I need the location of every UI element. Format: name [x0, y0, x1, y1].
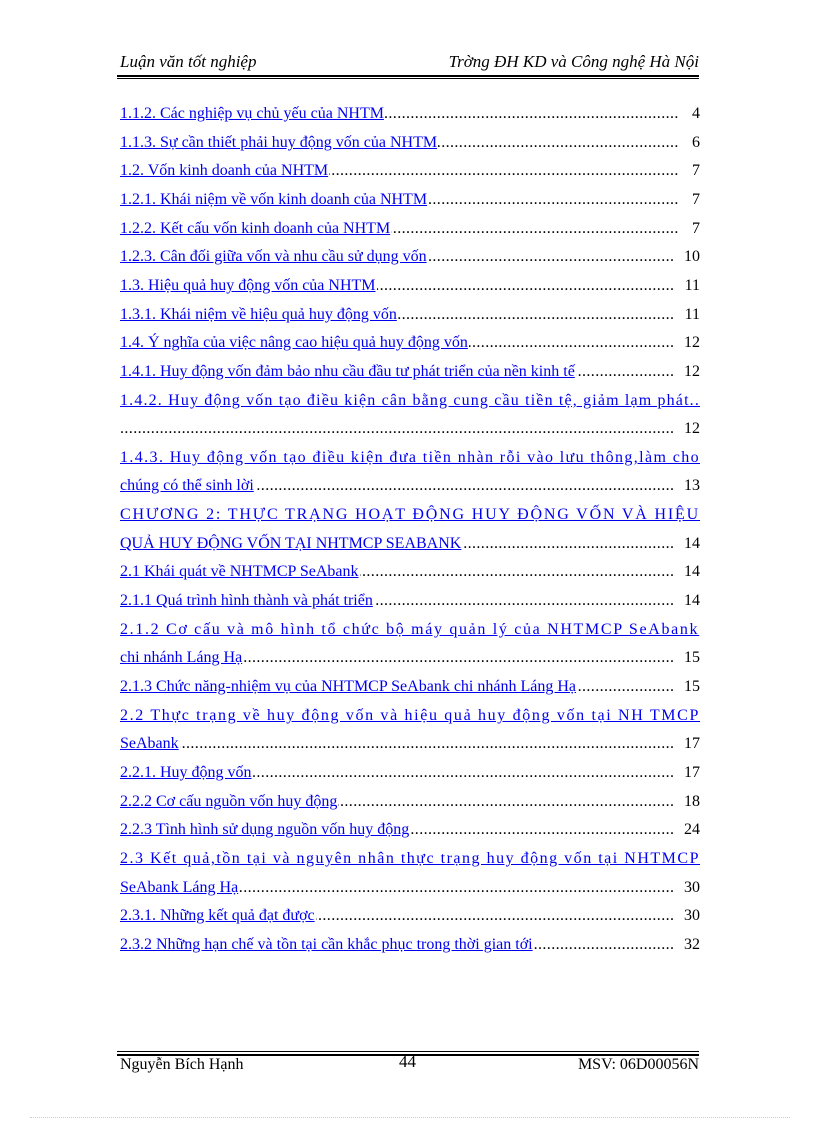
- toc-entry-leader: [120, 589, 674, 613]
- toc-entry[interactable]: [120, 876, 700, 900]
- toc-entry-link[interactable]: 2.3.2 Những hạn chế và tồn tại cần khắc phục trong thời gian tới: [120, 936, 533, 953]
- toc-entry-leader: [120, 217, 678, 241]
- toc-entry-leader: [120, 303, 674, 327]
- toc-entry[interactable]: [120, 159, 700, 183]
- toc-entry-link[interactable]: 1.2.3. Cân đối giữa vốn và nhu cầu sử dụng vốn: [120, 248, 427, 265]
- toc-entry[interactable]: [120, 646, 700, 670]
- toc-entry[interactable]: [120, 618, 700, 642]
- toc-page-number[interactable]: 4: [691, 102, 700, 126]
- toc-entry-link[interactable]: SeAbank Láng Hạ: [120, 879, 239, 896]
- toc-entry[interactable]: [120, 188, 700, 212]
- toc-entry-link[interactable]: 2.3.1. Những kết quả đạt được: [120, 907, 315, 924]
- toc-entry-link[interactable]: QUẢ HUY ĐỘNG VỐN TẠI NHTMCP SEABANK: [120, 535, 462, 552]
- toc-entry[interactable]: [120, 532, 700, 556]
- toc-entry[interactable]: [120, 417, 700, 441]
- toc-entry-link[interactable]: chi nhánh Láng Hạ: [120, 649, 243, 666]
- toc-entry-link[interactable]: chúng có thể sinh lời: [120, 477, 254, 494]
- toc-page-number[interactable]: 17: [683, 761, 700, 785]
- toc-entry[interactable]: [120, 274, 700, 298]
- toc-entry[interactable]: [120, 589, 700, 613]
- toc-entry-leader: [120, 818, 674, 842]
- toc-entry[interactable]: [120, 904, 700, 928]
- toc-entry[interactable]: [120, 761, 700, 785]
- footer-author: Nguyễn Bích Hạnh: [120, 1056, 244, 1073]
- toc-entry[interactable]: [120, 560, 700, 584]
- page-footer: [117, 1052, 699, 1080]
- toc-entry-leader: [120, 474, 674, 498]
- toc-page-number[interactable]: 12: [683, 360, 700, 384]
- toc-entry[interactable]: [120, 503, 700, 527]
- toc-page-number[interactable]: 6: [691, 131, 700, 155]
- toc-entry[interactable]: [120, 245, 700, 269]
- toc-entry-leader: [120, 675, 674, 699]
- toc-entry[interactable]: [120, 102, 700, 126]
- toc-entry-link[interactable]: 1.4.2. Huy động vốn tạo điều kiện cân bằng cung cầu tiền tệ, giảm lạm phát..: [120, 392, 700, 409]
- toc-entry-link[interactable]: 2.1.1 Quá trình hình thành và phát triển: [120, 592, 373, 609]
- toc-entry[interactable]: [120, 732, 700, 756]
- page-header: [117, 50, 699, 74]
- page-edge: [30, 1117, 790, 1118]
- toc-entry-link[interactable]: 2.2 Thực trạng về huy động vốn và hiệu quả huy động vốn tại NH TMCP: [120, 707, 700, 724]
- toc-entry-link[interactable]: 1.1.3. Sự cần thiết phải huy động vốn của NHTM: [120, 134, 438, 151]
- toc-entry-leader: [120, 732, 674, 756]
- footer-page-number: 44: [399, 1052, 416, 1071]
- toc-page-number[interactable]: 11: [684, 274, 700, 298]
- toc-page-number[interactable]: 14: [683, 532, 700, 556]
- toc-page-number[interactable]: 10: [683, 245, 700, 269]
- toc-page-number[interactable]: 15: [683, 646, 700, 670]
- toc-page-number[interactable]: 18: [683, 790, 700, 814]
- toc-page-number[interactable]: 14: [683, 560, 700, 584]
- toc-entry-link[interactable]: 2.1.3 Chức năng-nhiệm vụ của NHTMCP SeAbank chi nhánh Láng Hạ: [120, 678, 576, 695]
- toc-entry-indent: [120, 420, 187, 437]
- toc-entry[interactable]: [120, 675, 700, 699]
- toc-entry-leader: [120, 560, 674, 584]
- toc-page-number[interactable]: 32: [683, 933, 700, 957]
- toc-entry-link[interactable]: 1.2.1. Khái niệm về vốn kinh doanh của NHTM: [120, 191, 428, 208]
- toc-page-number[interactable]: 30: [683, 876, 700, 900]
- toc-page-number[interactable]: 30: [683, 904, 700, 928]
- toc-page-number[interactable]: 13: [683, 474, 700, 498]
- toc-entry[interactable]: [120, 474, 700, 498]
- toc-entry-leader: [120, 274, 674, 298]
- toc-entry-leader: [120, 159, 678, 183]
- toc-entry-leader: [120, 245, 674, 269]
- toc-entry[interactable]: [120, 217, 700, 241]
- toc-page-number[interactable]: 12: [683, 331, 700, 355]
- toc-entry-link[interactable]: 1.4.1. Huy động vốn đảm bảo nhu cầu đầu tư phát triển của nền kinh tế: [120, 363, 575, 380]
- toc-entry-link[interactable]: 2.3 Kết quả,tồn tại và nguyên nhân thực trạng huy động vốn tại NHTMCP: [120, 850, 700, 867]
- toc-page-number[interactable]: 12: [683, 417, 700, 441]
- toc-page-number[interactable]: 11: [684, 303, 700, 327]
- toc-entry-link[interactable]: 2.2.3 Tình hình sử dụng nguồn vốn huy động: [120, 821, 410, 838]
- toc-entry-link[interactable]: 2.1 Khái quát về NHTMCP SeAbank: [120, 563, 359, 580]
- toc-entry-link[interactable]: 1.4.3. Huy động vốn tạo điều kiện đưa tiền nhàn rỗi vào lưu thông,làm cho: [120, 449, 700, 466]
- toc-page-number[interactable]: 7: [691, 159, 700, 183]
- header-divider: [117, 75, 699, 77]
- toc-page-number[interactable]: 7: [691, 217, 700, 241]
- toc-entry[interactable]: [120, 389, 700, 413]
- toc-page-number[interactable]: 17: [683, 732, 700, 756]
- toc-entry-link[interactable]: 1.3.1. Khái niệm về hiệu quả huy động vốn: [120, 306, 397, 323]
- toc-page-number[interactable]: 24: [683, 818, 700, 842]
- toc-entry-link[interactable]: 2.2.1. Huy động vốn: [120, 764, 252, 781]
- toc-entry[interactable]: [120, 360, 700, 384]
- toc-page-number[interactable]: 7: [691, 188, 700, 212]
- toc-entry-leader: [120, 532, 674, 556]
- toc-entry-leader: [120, 646, 674, 670]
- header-thesis-label: Luận văn tốt nghiệp: [120, 52, 257, 71]
- toc-entry[interactable]: [120, 446, 700, 470]
- toc-entry-link[interactable]: 1.1.2. Các nghiệp vụ chủ yếu của NHTM: [120, 105, 384, 122]
- toc-entry-link[interactable]: 1.3. Hiệu quả huy động vốn của NHTM: [120, 277, 376, 294]
- toc-entry-leader: [120, 790, 674, 814]
- toc-entry[interactable]: [120, 818, 700, 842]
- toc-entry-leader: [120, 933, 674, 957]
- toc-entry-link[interactable]: 1.2. Vốn kinh doanh của NHTM: [120, 162, 329, 179]
- toc-entry-link[interactable]: 1.2.2. Kết cấu vốn kinh doanh của NHTM: [120, 220, 391, 237]
- toc-entry[interactable]: [120, 704, 700, 728]
- toc-entry-leader: [120, 102, 678, 126]
- toc-entry[interactable]: [120, 847, 700, 871]
- toc-entry[interactable]: [120, 933, 700, 957]
- toc-entry-leader: [120, 188, 678, 212]
- toc-entry-leader: [120, 331, 674, 355]
- toc-entry[interactable]: [120, 303, 700, 327]
- footer-student-id: MSV: 06D00056N: [577, 1056, 699, 1073]
- toc-entry-leader: [120, 876, 674, 900]
- header-university: Trờng ĐH KD và Công nghệ Hà Nội: [448, 52, 699, 71]
- toc-entry-link[interactable]: CHƯƠNG 2: THỰC TRẠNG HOẠT ĐỘNG HUY ĐỘNG VỐN VÀ HIỆU: [120, 506, 700, 523]
- toc-page-number[interactable]: 15: [683, 675, 700, 699]
- toc-entry-link[interactable]: SeAbank: [120, 735, 179, 752]
- toc-page-number[interactable]: 14: [683, 589, 700, 613]
- toc-entry-link[interactable]: 2.2.2 Cơ cấu nguồn vốn huy động: [120, 793, 338, 810]
- toc-entry-leader: [120, 417, 674, 441]
- toc-entry-link[interactable]: 2.1.2 Cơ cấu và mô hình tổ chức bộ máy quản lý của NHTMCP SeAbank: [120, 621, 700, 638]
- toc-entry[interactable]: [120, 331, 700, 355]
- header-divider-thin: [117, 78, 699, 79]
- toc-entry-leader: [120, 131, 678, 155]
- toc-entry[interactable]: [120, 790, 700, 814]
- toc-entry-leader: [120, 360, 674, 384]
- toc-entry-leader: [120, 761, 674, 785]
- toc-entry[interactable]: [120, 131, 700, 155]
- toc-entry-link[interactable]: 1.4. Ý nghĩa của việc nâng cao hiệu quả huy động vốn: [120, 334, 468, 351]
- toc-entry-leader: [120, 904, 674, 928]
